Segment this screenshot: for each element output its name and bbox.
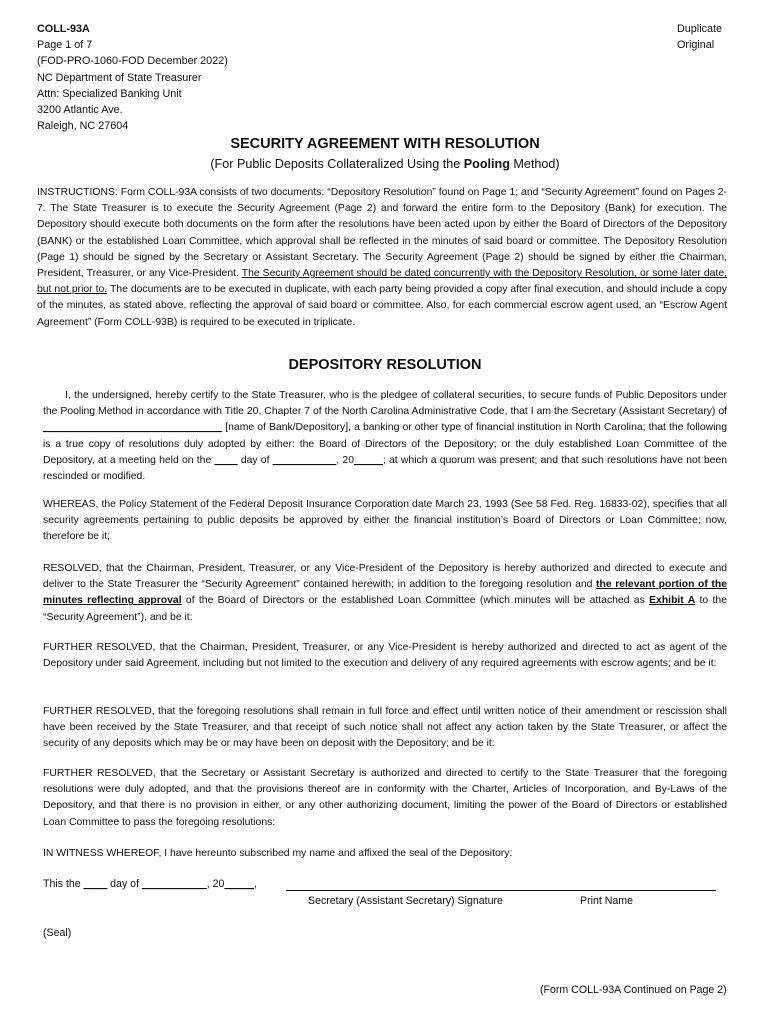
copy-original: Original xyxy=(677,39,715,52)
section-title: DEPOSITORY RESOLUTION xyxy=(288,357,482,373)
sig-text-c: , 20 xyxy=(206,878,225,890)
p3-text-a: RESOLVED, that the Chairman, President, Treasurer, or any Vice-President of the Depository is hereby authorized and directed to execute and deliver to the State Treasurer the “Security Agreement” contained herewith; in addition to the foregoing resolution and xyxy=(43,563,727,591)
signature-line[interactable] xyxy=(286,890,716,891)
p3-bold-exhibit: Exhibit A xyxy=(649,595,696,607)
instructions-text-b: The documents are to be executed in duplicate, with each party being provided a copy after final execution, and should include a copy of the minutes, as stated above, reflecting the approval of said board or committee. Also, for each commercial escrow agent used, an “Escrow Agent Agreement” (Form COLL-93B) is required to be executed in triplicate. xyxy=(37,284,728,328)
city-state-zip: Raleigh, NC 27604 xyxy=(37,120,129,133)
header-address-block xyxy=(37,21,337,134)
further-resolved-certify-paragraph: FURTHER RESOLVED, that the Secretary or Assistant Secretary is authorized and directed to certify to the State Treasurer that the foregoing resolutions were duly adopted, and that the provisions thereof are in conformity with the Charter, Articles of Incorporation, and By-Laws of the Depository, and that there is no provision in either, or any other authorizing document, limiting the power of the Board of Directors or established Loan Committee to pass the foregoing resolutions: xyxy=(43,768,727,828)
resolved-paragraph xyxy=(43,561,727,626)
meeting-year-blank[interactable]: _____ xyxy=(353,454,383,466)
meeting-day-blank[interactable]: ____ xyxy=(214,454,238,466)
sig-text-a: This the xyxy=(43,878,84,890)
signature-label: Secretary (Assistant Secretary) Signature xyxy=(308,895,503,907)
sig-year-blank[interactable]: _____ xyxy=(224,878,254,890)
seal-label: (Seal) xyxy=(43,927,72,939)
copy-designation xyxy=(677,21,722,53)
copy-duplicate: Duplicate xyxy=(677,23,723,35)
attention-line: Attn: Specialized Banking Unit xyxy=(37,87,182,100)
instructions-paragraph xyxy=(37,185,727,331)
instructions-underlined: The Security Agreement should be dated concurrently with the Depository Resolution, or some later date, but not prior to. xyxy=(37,268,727,296)
further-resolved-agent-paragraph: FURTHER RESOLVED, that the Chairman, President, Treasurer, or any Vice-President is hereby authorized and directed to act as agent of the Depository under said Agreement, including but not limited to the execution and delivery of any required agreements with escrow agents; and be it: xyxy=(43,642,727,670)
whereas-paragraph: WHEREAS, the Policy Statement of the Federal Deposit Insurance Corporation date March 23, 1993 (See 58 Fed. Reg. 16833-02), specifies that all security agreements pertaining to public deposits be approved by either the financial institution’s Board of Directors or Loan Committee; now, therefore be it; xyxy=(43,499,727,543)
subtitle-pre: (For Public Deposits Collateralized Using the xyxy=(210,157,464,171)
department-name: NC Department of State Treasurer xyxy=(37,71,202,84)
meeting-month-blank[interactable]: ___________ xyxy=(272,454,337,466)
form-code: (FOD-PRO-1060-FOD December 2022) xyxy=(37,55,228,68)
document-subtitle xyxy=(33,156,737,172)
witness-paragraph: IN WITNESS WHEREOF, I have hereunto subscribed my name and affixed the seal of the Depository: xyxy=(43,848,513,859)
sig-text-d: , xyxy=(253,878,257,890)
p3-text-c: to the “Security Agreement”), and be it: xyxy=(43,595,727,623)
bank-name-blank[interactable]: _______________________________ xyxy=(43,422,223,434)
p1-text-d: , 20 xyxy=(336,454,354,466)
p3-text-b: of the Board of Directors or the established Loan Committee (which minutes will be attached as xyxy=(181,595,650,607)
sig-month-blank[interactable]: ___________ xyxy=(141,878,207,890)
form-id: COLL-93A xyxy=(37,23,90,35)
instructions-text-a: INSTRUCTIONS: Form COLL-93A consists of two documents: “Depository Resolution” found on Page 1; and “Security Agreement” found on Pages 2-7. The State Treasurer is to execute the Security Agreement (Page 2) and forward the entire form to the Depository (Bank) for execution. The Depository should execute both documents on the form after the resolutions have been acted upon by either the Board of Directors of the Depository (BANK) or the established Loan Committee, which approval shall be reflected in the minutes of said board or committee. The Depository Resolution (Page 1) should be signed by the Secretary or Assistant Secretary. The Security Agreement (Page 2) should be signed by either the Chairman, President, Treasurer, or any Vice-President. xyxy=(37,187,727,280)
p1-text-a: I, the undersigned, hereby certify to the State Treasurer, who is the pledgee of collateral securities, to secure funds of Public Depositors under the Pooling Method in accordance with Title 20, Chapter 7 of the North Carolina Administrative Code, that I am the Secretary (Assistant Secretary) of xyxy=(43,390,727,418)
continued-footer: (Form COLL-93A Continued on Page 2) xyxy=(540,984,727,996)
certification-paragraph xyxy=(43,388,727,485)
sig-text-b: day of xyxy=(107,878,142,890)
further-resolved-force-paragraph: FURTHER RESOLVED, that the foregoing resolutions shall remain in full force and effect until written notice of their amendment or rescission shall have been received by the State Treasurer, and that receipt of such notice shall not affect any action taken by the State Treasurer, or affect the security of any deposits which may be or may have been on deposit with the Depository; and be it: xyxy=(43,706,727,750)
p1-text-c: day of xyxy=(237,454,273,466)
p1-text-e: ; at which a quorum was present; and that such resolutions have not been rescinded or modified. xyxy=(43,454,728,483)
page-number: Page 1 of 7 xyxy=(37,39,93,52)
p3-bold-minutes: the relevant portion of the minutes reflecting approval xyxy=(43,579,727,607)
print-name-label: Print Name xyxy=(580,895,633,907)
document-title: SECURITY AGREEMENT WITH RESOLUTION xyxy=(230,136,540,152)
sig-day-blank[interactable]: ____ xyxy=(83,878,108,890)
p1-text-b: [name of Bank/Depository], a banking or other type of financial institution in North Carolina; that the following is a true copy of resolutions duly adopted by either: the Board of Directors of the Depository; or the duly established Loan Committee of the Depository, at a meeting held on the xyxy=(43,422,727,466)
subtitle-bold: Pooling xyxy=(463,157,510,171)
subtitle-post: Method) xyxy=(509,157,560,171)
street-address: 3200 Atlantic Ave. xyxy=(37,104,123,117)
